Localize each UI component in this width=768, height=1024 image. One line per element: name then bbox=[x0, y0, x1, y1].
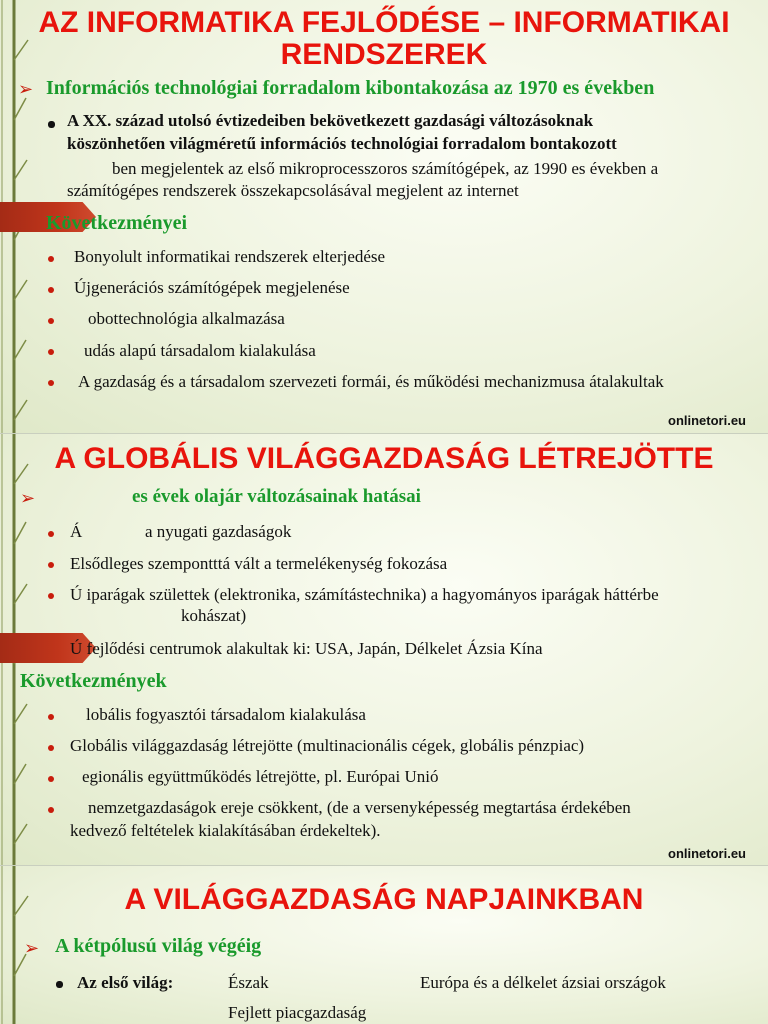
slide-1 bbox=[0, 0, 768, 433]
bullet-icon bbox=[48, 807, 54, 813]
arrow-bullet-icon: ➢ bbox=[18, 79, 34, 100]
paragraph-line: A XX. század utolsó évtizedeiben bekövetkezett gazdasági változásoknak bbox=[67, 111, 594, 130]
consequences-heading: Következmények bbox=[20, 670, 167, 692]
list-item: lobális fogyasztói társadalom kialakulása bbox=[86, 705, 366, 724]
bullet-icon bbox=[48, 593, 54, 599]
bullet-icon bbox=[48, 714, 54, 720]
bullet-icon bbox=[48, 287, 54, 293]
arrow-bullet-icon: ➢ bbox=[20, 488, 36, 509]
paragraph-line: köszönhetően világméretű információs technológiai forradalom bontakozott bbox=[67, 134, 617, 153]
bullet-icon bbox=[48, 531, 54, 537]
row-value: Európa és a délkelet ázsiai országok bbox=[420, 973, 666, 992]
row-value: Fejlett piacgazdaság bbox=[228, 1003, 367, 1022]
list-item-continuation: kedvező feltételek kialakításában érdekeltek). bbox=[70, 821, 381, 840]
arrow-bullet-icon: ➢ bbox=[24, 938, 40, 959]
list-item: nemzetgazdaságok ereje csökkent, (de a versenyképesség megtartása érdekében bbox=[88, 798, 631, 817]
bullet-icon bbox=[48, 256, 54, 262]
list-item: Ú fejlődési centrumok alakultak ki: USA, Japán, Délkelet Ázsia Kína bbox=[70, 639, 543, 658]
bullet-icon bbox=[48, 745, 54, 751]
list-item-prefix: Á bbox=[70, 522, 83, 541]
list-item: A gazdaság és a társadalom szervezeti formái, és működési mechanizmusa átalakultak bbox=[78, 372, 664, 391]
subheading: es évek olajár változásainak hatásai bbox=[132, 486, 421, 507]
bullet-icon bbox=[48, 380, 54, 386]
subheading: Információs technológiai forradalom kibontakozása az 1970 es években bbox=[46, 77, 655, 99]
consequences-heading: Következményei bbox=[46, 212, 188, 234]
list-item: udás alapú társadalom kialakulása bbox=[84, 341, 316, 360]
subheading: A kétpólusú világ végéig bbox=[55, 935, 262, 957]
paragraph-line: ben megjelentek az első mikroprocesszoros számítógépek, az 1990 es években a bbox=[112, 159, 659, 178]
slide-title: A VILÁGGAZDASÁG NAPJAINKBAN bbox=[124, 883, 644, 916]
list-item: egionális együttműködés létrejötte, pl. Európai Unió bbox=[82, 767, 439, 786]
row-label: Az első világ: bbox=[77, 973, 174, 992]
row-value: Észak bbox=[228, 973, 269, 992]
list-item-continuation: kohászat) bbox=[181, 606, 247, 625]
list-item: a nyugati gazdaságok bbox=[145, 522, 292, 541]
list-item: Bonyolult informatikai rendszerek elterjedése bbox=[74, 247, 386, 266]
site-logo: onlinetori.eu bbox=[668, 413, 746, 428]
list-item: Ú iparágak születtek (elektronika, számítástechnika) a hagyományos iparágak háttérbe bbox=[70, 585, 659, 604]
list-item: Globális világgazdaság létrejötte (multinacionális cégek, globális pénzpiac) bbox=[70, 736, 585, 755]
slide-2 bbox=[0, 434, 768, 865]
list-item: Elsődleges szempontttá vált a termelékenység fokozása bbox=[70, 554, 448, 573]
bullet-icon bbox=[48, 318, 54, 324]
slide-title: A GLOBÁLIS VILÁGGAZDASÁG LÉTREJÖTTE bbox=[54, 442, 714, 475]
paragraph-line: számítógépes rendszerek összekapcsolásával megjelent az internet bbox=[67, 181, 519, 200]
bullet-icon bbox=[48, 121, 55, 128]
list-item: obottechnológia alkalmazása bbox=[88, 309, 285, 328]
slide-title-line2: RENDSZEREK bbox=[280, 38, 488, 71]
site-logo: onlinetori.eu bbox=[668, 846, 746, 861]
list-item: Újgenerációs számítógépek megjelenése bbox=[74, 278, 350, 297]
bullet-icon bbox=[56, 981, 63, 988]
slide-3 bbox=[0, 866, 768, 1024]
bullet-icon bbox=[48, 349, 54, 355]
bullet-icon bbox=[48, 562, 54, 568]
bullet-icon bbox=[48, 776, 54, 782]
slide-title-line1: AZ INFORMATIKA FEJLŐDÉSE – INFORMATIKAI bbox=[38, 6, 730, 39]
